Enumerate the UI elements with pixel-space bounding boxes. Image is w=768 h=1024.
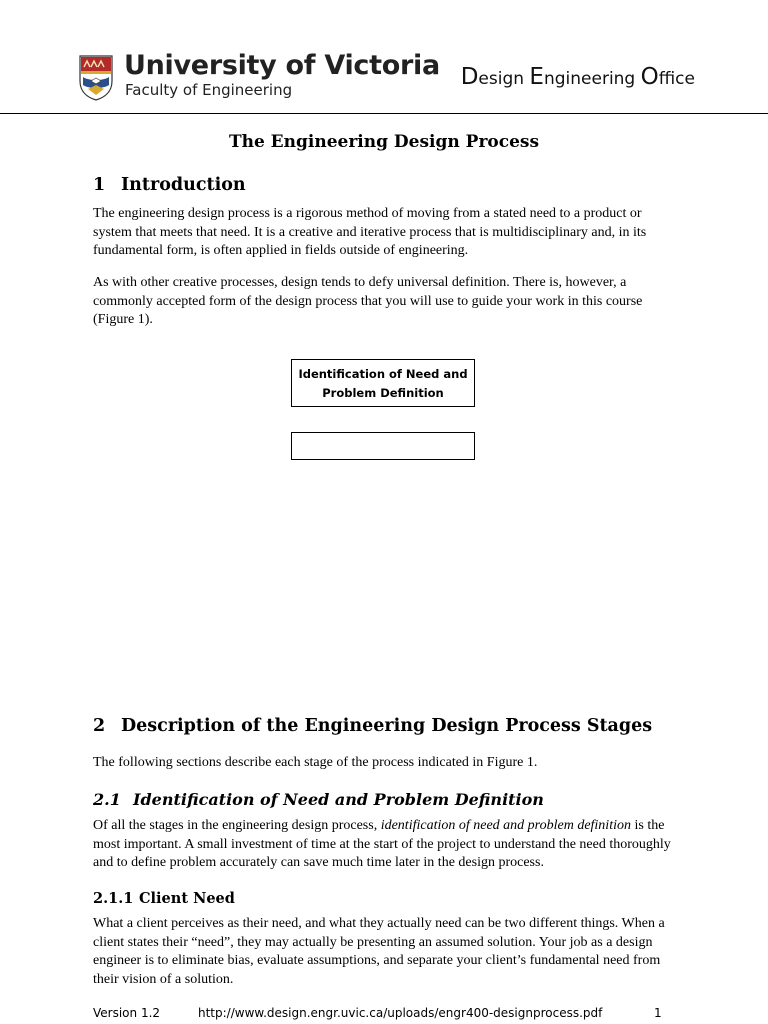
office-word-esign: esign <box>478 69 530 89</box>
footer-url-link[interactable]: http://www.design.engr.uvic.ca/uploads/engr400-designprocess.pdf <box>198 1006 603 1020</box>
section-1-heading <box>93 175 246 195</box>
section-2-1-emphasis: identification of need and problem definition <box>380 818 631 833</box>
office-name <box>461 64 695 90</box>
section-1-number: 1 <box>93 175 106 195</box>
section-2-number: 2 <box>93 716 106 736</box>
office-word-ffice: ffice <box>658 69 695 89</box>
figure-box-need-definition: Identification of Need and Problem Definition <box>291 359 475 407</box>
footer-page-number: 1 <box>654 1006 662 1020</box>
section-2-paragraph: The following sections describe each stage of the process indicated in Figure 1. <box>93 755 538 770</box>
figure-box-empty <box>291 432 475 460</box>
section-2-1-heading <box>93 790 544 809</box>
office-word-ngineering: ngineering <box>543 69 641 89</box>
faculty-name: Faculty of Engineering <box>125 81 293 99</box>
section-2-1-1-number: 2.1.1 <box>93 890 134 907</box>
section-1-title: Introduction <box>121 175 246 195</box>
section-2-1-text-post: is the most important. A small investment of time at the start of the project to understand the need thoroughly and to define problem accurately can save much time later in the design process. <box>93 818 671 870</box>
section-2-heading <box>93 716 652 736</box>
office-cap-d: D <box>460 64 479 90</box>
office-cap-o: O <box>640 64 659 90</box>
section-2-title: Description of the Engineering Design Process Stages <box>121 716 653 736</box>
university-name: University of Victoria <box>124 50 440 81</box>
document-title: The Engineering Design Process <box>228 132 540 152</box>
client-need-paragraph: What a client perceives as their need, and what they actually need can be two different things. When a client states their “need”, they may actually be presenting an assumed solution. Your job as a design engineer is to eliminate bias, evaluate assumptions, and separate your client’s fundamental need from their vision of a solution. <box>93 916 665 987</box>
section-2-1-1-title: Client Need <box>139 890 235 907</box>
section-2-1-paragraph <box>93 817 678 873</box>
university-crest-logo <box>79 55 113 101</box>
page-header <box>0 0 768 113</box>
section-2-1-1-heading <box>93 890 235 907</box>
intro-paragraph-2: As with other creative processes, design tends to defy universal definition. There is, however, a commonly accepted form of the design process that you will use to guide your work in this course (Figure 1). <box>93 275 643 327</box>
footer-version: Version 1.2 <box>93 1006 161 1020</box>
section-2-1-title: Identification of Need and Problem Definition <box>133 790 544 809</box>
header-divider <box>0 113 768 114</box>
section-2-1-number: 2.1 <box>93 790 121 809</box>
intro-paragraph-1: The engineering design process is a rigorous method of moving from a stated need to a product or system that meets that need. It is a creative and iterative process that is multidisciplinary and, in its fundamental form, is often applied in fields outside of engineering. <box>93 206 647 258</box>
office-cap-e: E <box>529 64 544 90</box>
section-2-1-text-pre: Of all the stages in the engineering design process, <box>93 818 381 833</box>
